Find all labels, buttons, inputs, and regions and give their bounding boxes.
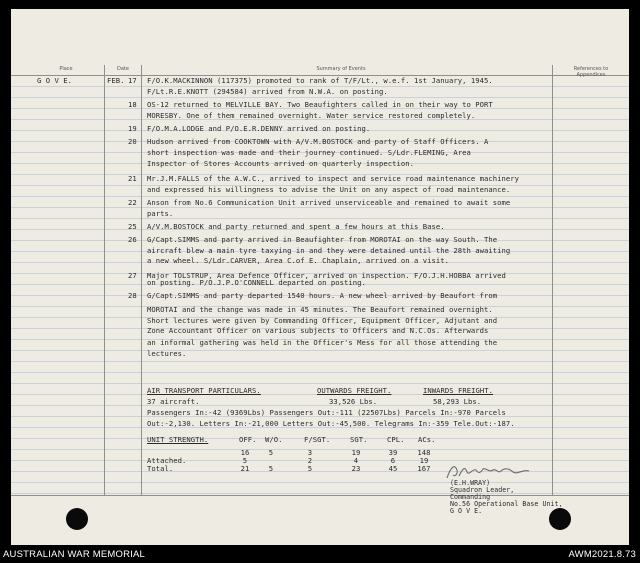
entry-line: A/V.M.BOSTOCK and party returned and spent a few hours at this Base. [147,222,445,231]
signatory-rank: Squadron Leader, [450,486,515,494]
strength-column-header: F/SGT. [304,435,331,444]
strength-cell: 3 [307,448,313,457]
strength-cell: 2 [307,456,313,465]
strength-cell: 5 [307,464,313,473]
entry-day: 21 [128,174,137,183]
air-transport-heading: AIR TRANSPORT PARTICULARS. [147,386,261,395]
entry-line: Inspector of Stores Accounts arrived on quarterly inspection. [147,159,415,168]
entry-line: aircraft blew a main tyre taxying in and they were detained until the 28th awaiting [147,246,511,255]
strength-cell: 45 [388,464,398,473]
entry-day: 20 [128,137,137,146]
entry-day: 18 [128,100,137,109]
strength-column-header: CPL. [387,435,405,444]
entry-line: Hudson arrived from COOKTOWN with A/V.M.BOSTOCK and party of Staff Officers. A [147,137,489,146]
signatory-unit: No.56 Operational Base Unit, [450,500,563,508]
date-month: FEB. [107,76,125,85]
entry-line: G/Capt.SIMMS and party departed 1540 hours. A new wheel arrived by Beaufort from [147,291,498,300]
strength-column-header: ACs. [418,435,436,444]
entry-day: 28 [128,291,137,300]
strength-cell: 4 [353,456,359,465]
entry-line: Zone Accountant Officer on various subjects to Officers and N.C.Os. Afterwards [147,326,489,335]
signatory-name: (E.H.WRAY) [450,479,491,487]
place-label: G O V E. [37,76,73,85]
strength-cell: 21 [240,464,250,473]
footer-rule [11,495,629,496]
punch-hole-right [549,508,571,530]
entry-line: and expressed his willingness to advise the Unit on any aspect of road maintenance. [147,185,511,194]
entry-line: Mr.J.M.FALLS of the A.W.C., arrived to inspect and service road maintenance machinery [147,174,520,183]
strength-cell: 5 [268,448,274,457]
entry-day: 26 [128,235,137,244]
strength-row-label: Total. [147,464,174,473]
column-divider-date [141,65,142,495]
unit-strength-heading: UNIT STRENGTH. [147,435,209,444]
aircraft-count: 37 aircraft. [147,397,200,406]
archive-caption: AUSTRALIAN WAR MEMORIAL [3,549,146,560]
outwards-freight: 33,526 Lbs. [329,397,378,406]
header-summary: Summary of Events [316,66,366,72]
outwards-freight-heading: OUTWARDS FREIGHT. [317,386,392,395]
header-references: References to Appendices [573,66,609,78]
entry-line: lectures. [147,349,187,358]
strength-cell: 6 [390,456,396,465]
strength-cell: 167 [417,464,431,473]
strength-column-header: OFF. [239,435,257,444]
inwards-freight: 58,293 Lbs. [433,397,482,406]
strength-column-header: SGT. [350,435,368,444]
strength-column-header: W/O. [265,435,283,444]
entry-line: Major TOLSTRUP, Area Defence Officer, arrived on inspection. F/O.J.H.HOBBA arrived [147,271,506,280]
entry-line: Short lectures were given by Commanding Officer, Equipment Officer, Adjutant and [147,316,498,325]
inwards-freight-heading: INWARDS FREIGHT. [423,386,494,395]
entry-line: F/O.K.MACKINNON (117375) promoted to rank of T/F/Lt., w.e.f. 1st January, 1945. [147,76,493,85]
signatory-role: Commanding [450,493,491,501]
strength-cell: 5 [242,456,248,465]
entry-day: 25 [128,222,137,231]
signatory-place: G O V E. [450,507,483,515]
entry-line: an informal gathering was held in the Officer's Mess for all those attending the [147,338,498,347]
entry-line: a new wheel. S/Ldr.CARVER, Area C.of E. Chaplain, arrived on a visit. [147,256,450,265]
entry-day: 17 [128,76,137,85]
entry-day: 27 [128,271,137,280]
entry-line: OS-12 returned to MELVILLE BAY. Two Beaufighters called in on their way to PORT [147,100,493,109]
entry-line: G/Capt.SIMMS and party arrived in Beaufighter from MOROTAI on the way South. The [147,235,498,244]
entry-line: on posting. P/O.J.P.O'CONNELL departed on posting. [147,278,366,287]
entry-day: 19 [128,124,137,133]
passengers-line: Passengers In:-42 (9369Lbs) Passengers Out:-111 (22507Lbs) Parcels In:-970 Parcels [147,408,506,417]
entry-line: F/O.M.A.LODGE and P/O.E.R.DENNY arrived on posting. [147,124,371,133]
strength-cell: 39 [388,448,398,457]
entry-line: short inspection was made and their journey continued. S/Ldr.FLEMING, Area [147,148,471,157]
accession-number: AWM2021.8.73 [568,549,636,560]
entry-line: MORESBY. One of them remained overnight. Water service restored completely. [147,111,476,120]
header-place: Place [59,66,73,72]
entry-line: F/Lt.R.E.KNOTT (294584) arrived from N.W.A. on posting. [147,87,388,96]
strength-row-label: Attached. [147,456,187,465]
strength-cell: 148 [417,448,431,457]
column-divider-references [552,65,553,495]
punch-hole-left [66,508,88,530]
strength-cell: 16 [240,448,250,457]
strength-cell: 5 [268,464,274,473]
entry-line: parts. [147,209,174,218]
entry-line: MOROTAI and the change was made in 45 minutes. The Beaufort remained overnight. [147,305,493,314]
strength-cell: 19 [351,448,361,457]
entry-line: Anson from No.6 Communication Unit arrived unserviceable and remained to await some [147,198,511,207]
column-divider-place [104,65,105,495]
entry-day: 22 [128,198,137,207]
strength-cell: 23 [351,464,361,473]
document-page [11,9,629,545]
letters-line: Out:-2,130. Letters In:-21,000 Letters Out:-45,500. Telegrams In:-359 Tele.Out:-187. [147,419,515,428]
header-date: Date [117,66,129,72]
strength-cell: 19 [419,456,429,465]
